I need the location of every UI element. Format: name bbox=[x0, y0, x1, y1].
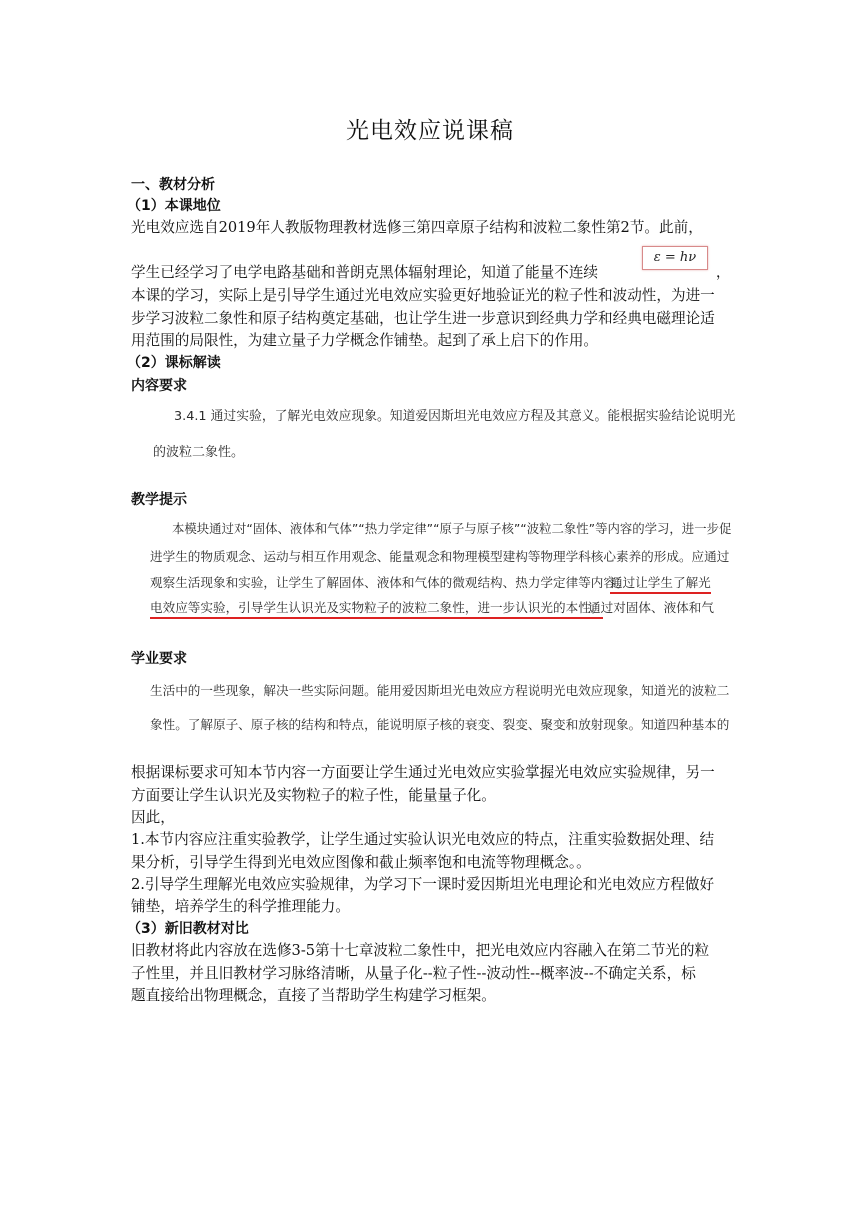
paragraph-line: 2.引导学生理解光电效应实验规律，为学习下一课时爱因斯坦光电理论和光电效应方程做好 bbox=[131, 876, 715, 893]
paragraph-line: 铺垫，培养学生的科学推理能力。 bbox=[131, 898, 350, 915]
paragraph-line: 本课的学习，实际上是引导学生通过光电效应实验更好地验证光的粒子性和波动性，为进一 bbox=[131, 287, 715, 304]
tip-screenshot-line: 本模块通过对“固体、液体和气体”“热力学定律”“原子与原子核”“波粒二象性”等内容的学习，进一步促 bbox=[172, 521, 732, 536]
paragraph-line: 学生已经学习了电学电路基础和普朗克黑体辐射理论，知道了能量不连续 bbox=[131, 264, 599, 281]
subheading-textbook-comparison: （3）新旧教材对比 bbox=[127, 921, 249, 937]
paragraph-line: 根据课标要求可知本节内容一方面要让学生通过光电效应实验掌握光电效应实验规律，另一 bbox=[131, 764, 715, 781]
section-heading-textbook-analysis: 一、教材分析 bbox=[131, 177, 215, 193]
standard-screenshot-line: 的波粒二象性。 bbox=[153, 445, 245, 460]
paragraph-line: 1.本节内容应注重实验教学，让学生通过实验认识光电效应的特点，注重实验数据处理、结 bbox=[131, 831, 715, 848]
punctuation: ， bbox=[716, 265, 730, 281]
paragraph-line: 果分析，引导学生得到光电效应图像和截止频率饱和电流等物理概念。。 bbox=[131, 854, 591, 871]
tip-highlight: 电效应等实验，引导学生认识光及实物粒子的波粒二象性，进一步认识光的本性。 bbox=[150, 597, 603, 619]
paragraph-line: 因此， bbox=[131, 809, 175, 826]
paragraph-line: 题直接给出物理概念，直接了当帮助学生构建学习框架。 bbox=[131, 987, 496, 1004]
tip-screenshot-line: 进学生的物质观念、运动与相互作用观念、能量观念和物理模型建构等物理学科核心素养的形成。应通过 bbox=[150, 549, 730, 564]
academic-screenshot-line: 象性。了解原子、原子核的结构和特点，能说明原子核的衰变、裂变、聚变和放射现象。知道四种基本的 bbox=[150, 717, 730, 732]
page-title: 光电效应说课稿 bbox=[346, 118, 514, 144]
academic-screenshot-line: 生活中的一些现象，解决一些实际问题。能用爱因斯坦光电效应方程说明光电效应现象，知道光的波粒二 bbox=[150, 683, 730, 698]
paragraph-line: 用范围的局限性，为建立量子力学概念作铺垫。起到了承上启下的作用。 bbox=[131, 332, 599, 349]
tip-screenshot-line: 观察生活现象和实验，让学生了解固体、液体和气体的微观结构、热力学定律等内容。 bbox=[150, 575, 629, 590]
formula-image: ε = hν bbox=[642, 246, 708, 270]
tip-screenshot-line: 通过对固体、液体和气 bbox=[588, 600, 714, 615]
paragraph-line: 方面要让学生认识光及实物粒子的粒子性，能量量子化。 bbox=[131, 787, 496, 804]
subheading-course-position: （1）本课地位 bbox=[127, 198, 221, 214]
subheading-standard-reading: （2）课标解读 bbox=[127, 355, 221, 371]
paragraph-line: 子性里，并且旧教材学习脉络清晰，从量子化--粒子性--波动性--概率波--不确定关系，标 bbox=[131, 965, 696, 982]
paragraph-line: 光电效应选自2019年人教版物理教材选修三第四章原子结构和波粒二象性第2节。此前， bbox=[131, 219, 703, 236]
label-academic-requirement: 学业要求 bbox=[131, 651, 187, 667]
paragraph-line: 旧教材将此内容放在选修3-5第十七章波粒二象性中，把光电效应内容融入在第二节光的粒 bbox=[131, 942, 710, 959]
label-teaching-tip: 教学提示 bbox=[131, 492, 187, 508]
paragraph-line: 步学习波粒二象性和原子结构奠定基础，也让学生进一步意识到经典力学和经典电磁理论适 bbox=[131, 310, 715, 327]
label-content-requirement: 内容要求 bbox=[131, 378, 187, 394]
tip-highlight: 通过让学生了解光 bbox=[610, 572, 711, 594]
standard-screenshot-line: 3.4.1 通过实验，了解光电效应现象。知道爱因斯坦光电效应方程及其意义。能根据实验结论说明光 bbox=[174, 409, 736, 424]
